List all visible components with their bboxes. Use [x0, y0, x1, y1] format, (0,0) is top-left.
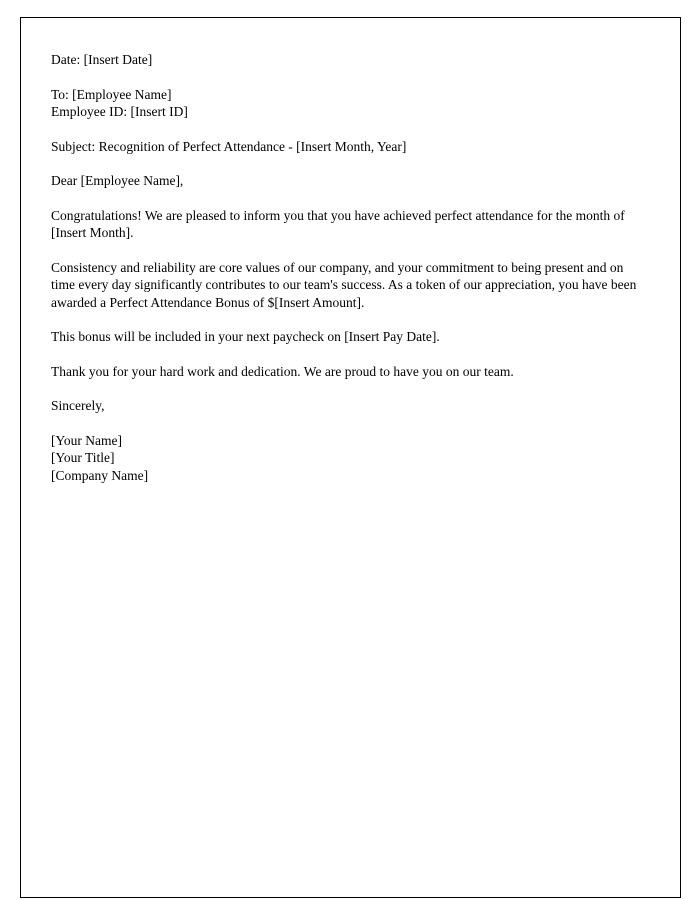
recipient-block — [51, 86, 650, 121]
body-paragraph-3: This bonus will be included in your next paycheck on [Insert Pay Date]. — [51, 329, 440, 344]
letter-page — [20, 17, 681, 898]
body-paragraph-4: Thank you for your hard work and dedication. We are proud to have you on our team. — [51, 363, 514, 379]
signature-name-line: [Your Name] — [51, 432, 122, 448]
closing-line: Sincerely, — [51, 398, 105, 413]
signature-block — [51, 432, 650, 485]
signature-company-line: [Company Name] — [51, 467, 149, 483]
body-paragraph-1: Congratulations! We are pleased to inform you that you have achieved perfect attendance for the month of [Insert Month]. — [51, 207, 625, 240]
recipient-to-line: To: [Employee Name] — [51, 86, 172, 102]
signature-title-line: [Your Title] — [51, 450, 115, 465]
date-line: Date: [Insert Date] — [51, 52, 153, 67]
subject-line: Subject: Recognition of Perfect Attendance - [Insert Month, Year] — [51, 138, 407, 154]
recipient-id-line: Employee ID: [Insert ID] — [51, 104, 188, 119]
body-paragraph-2: Consistency and reliability are core values of our company, and your commitment to being present and on time every day significantly contributes to our team's success. As a token of our appreciation, you have been awarded a Perfect Attendance Bonus of $[Insert Amount]. — [51, 259, 637, 310]
salutation-line: Dear [Employee Name], — [51, 173, 184, 188]
